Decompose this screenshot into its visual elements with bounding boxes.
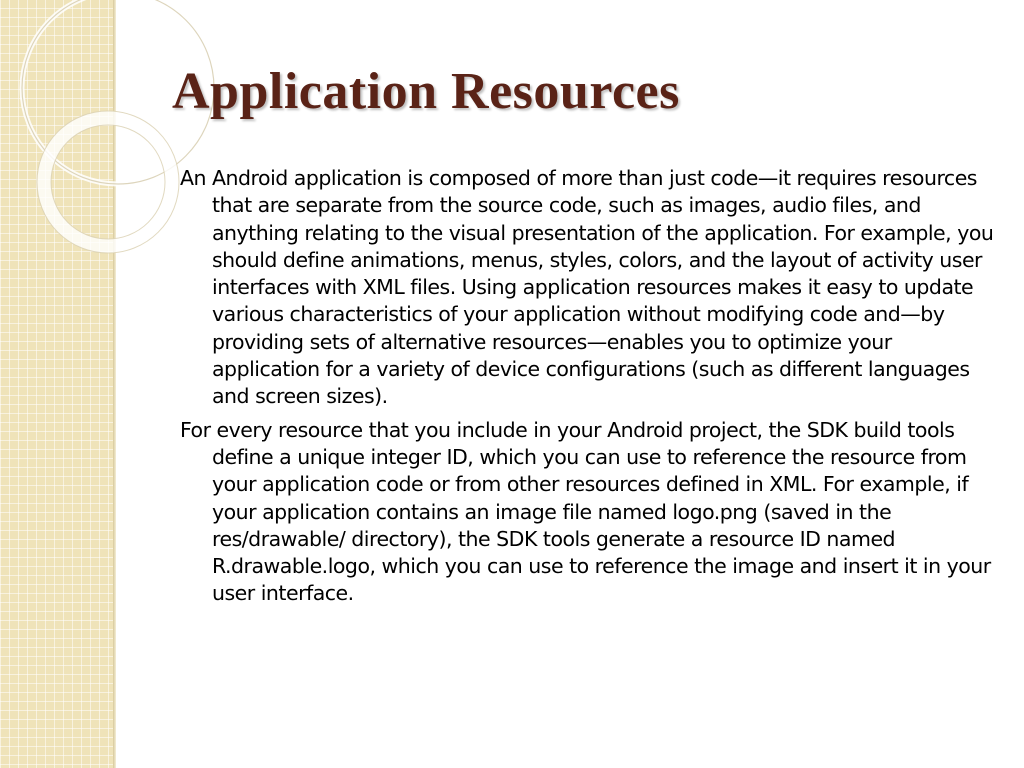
paragraph-resource-ids: For every resource that you include in your Android project, the SDK build tools define a unique integer ID, which you can use to reference the resource from your application code or from other resources defined in XML. For example, if your application contains an image file named logo.png (saved in the res/drawable/ directory), the SDK tools generate a resource ID named R.drawable.logo, which you can use to reference the image and insert it in your user interface. [180,417,991,606]
decorative-rings [0,0,160,260]
slide-body [180,165,995,614]
slide-title: Application Resources [172,63,680,120]
paragraph-resources-overview: An Android application is composed of more than just code—it requires resources that are separate from the source code, such as images, audio files, and anything relating to the visual presentation of the application. For example, you should define animations, menus, styles, colors, and the layout of activity user interfaces with XML files. Using application resources makes it easy to update various characteristics of your application without modifying code and—by providing sets of alternative resources—enables you to optimize your application for a variety of device configurations (such as different languages and screen sizes). [180,166,994,409]
